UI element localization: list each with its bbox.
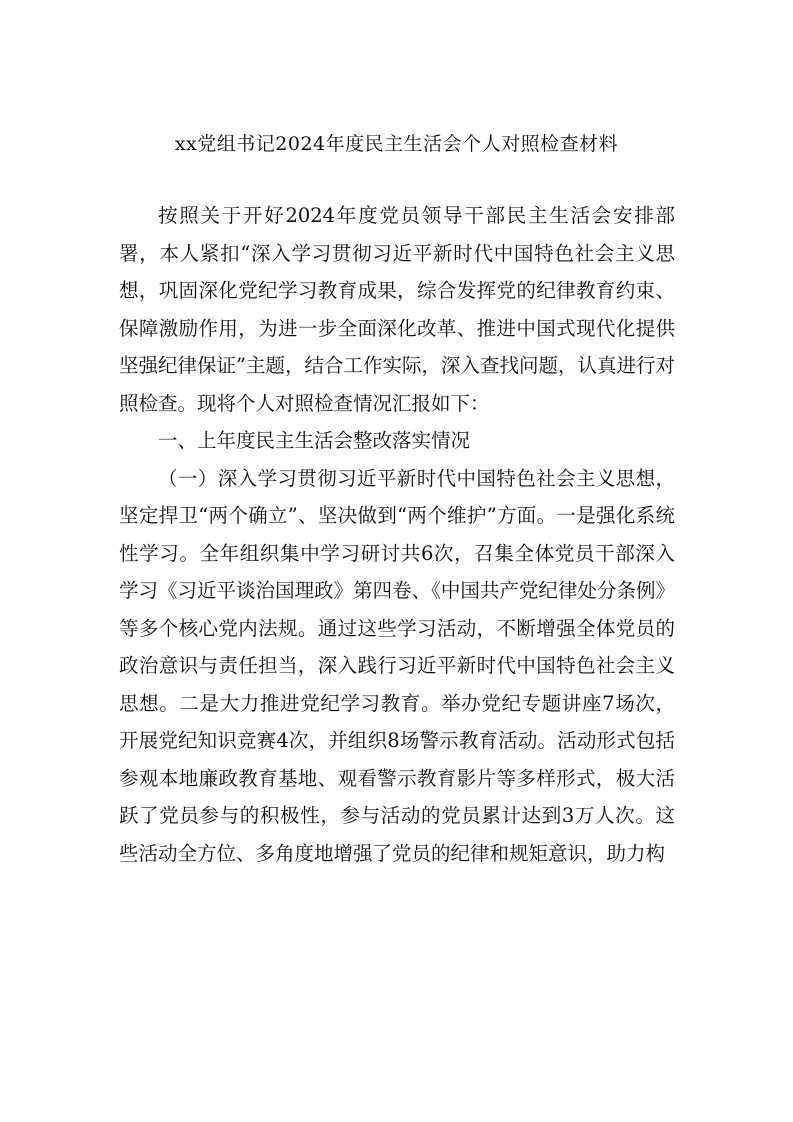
intro-paragraph: 按照关于开好2024年度党员领导干部民主生活会安排部署，本人紧扣“深入学习贯彻习近平新时代中国特色社会主义思想，巩固深化党纪学习教育成果，综合发挥党的纪律教育约束、保障激励作用，为进一步全面深化改革、推进中国式现代化提供坚强纪律保证”主题，结合工作实际，深入查找问题，认真进行对照检查。现将个人对照检查情况汇报如下：: [119, 204, 675, 415]
section-paragraph: （一）深入学习贯彻习近平新时代中国特色社会主义思想，坚定捍卫“两个确立”、坚决做到“两个维护”方面。一是强化系统性学习。全年组织集中学习研讨共6次，召集全体党员干部深入学习《习近平谈治国理政》第四卷、《中国共产党纪律处分条例》等多个核心党内法规。通过这些学习活动，不断增强全体党员的政治意识与责任担当，深入践行习近平新时代中国特色社会主义思想。二是大力推进党纪学习教育。举办党纪专题讲座7场次，开展党纪知识竞赛4次，并组织8场警示教育活动。活动形式包括参观本地廉政教育基地、观看警示教育影片等多样形式，极大活跃了党员参与的积极性，参与活动的党员累计达到3万人次。这些活动全方位、多角度地增强了党员的纪律和规矩意识，助力构: [119, 466, 675, 865]
document-title: xx党组书记2024年度民主生活会个人对照检查材料: [174, 133, 619, 155]
section-heading: 一、上年度民主生活会整改落实情况: [158, 429, 471, 452]
document-body: [119, 197, 675, 872]
